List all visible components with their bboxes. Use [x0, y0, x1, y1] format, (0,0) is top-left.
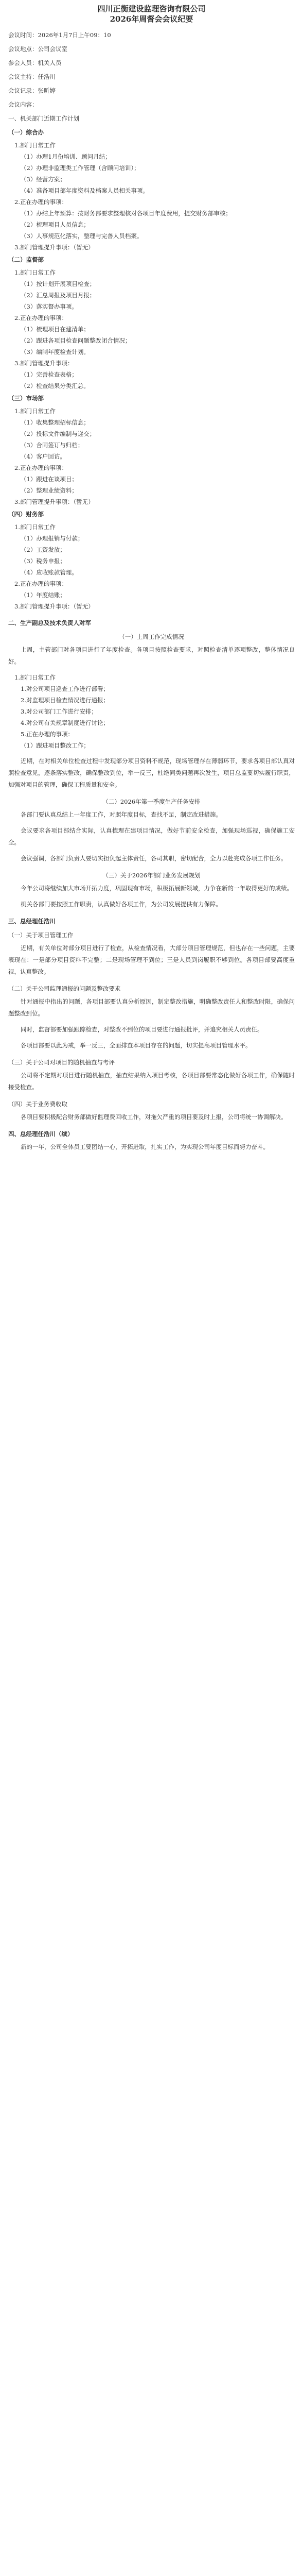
plan-item: （1）年度结账；	[21, 591, 66, 599]
meeting-time: 会议时间：2026年1月7日上午09：10	[8, 31, 111, 39]
department-heading: （三）市场部	[8, 395, 44, 402]
subsection-heading: （四）关于业务费收取	[8, 1100, 67, 1108]
task-item: 2.对监理项目检查情况进行通报；	[21, 697, 109, 704]
paragraph: 各项目部要以此为戒，举一反三，全面排查本项目存在的问题，切实提高项目管理水平。	[21, 1042, 252, 1049]
subsection-heading: （三）关于2026年部门业务发展规划	[102, 872, 201, 879]
meeting-attendees: 参会人员：机关人员	[8, 59, 62, 66]
plan-item: 2.正在办理的事项：	[14, 580, 67, 587]
plan-item: 1.部门日常工作	[14, 269, 56, 276]
plan-item: （3）编制年度检查计划。	[21, 348, 90, 355]
task-item: 1.对公司项目巡查工作进行部署；	[21, 685, 109, 692]
plan-item: （1）办理1月份培训、顾问月结；	[21, 153, 111, 160]
paragraph: 会议强调，各部门负责人要切实担负起主体责任，各司其职，密切配合，全力以赴完成各项工作任务。	[21, 855, 287, 862]
plan-item: （1）梳理项目在建清单；	[21, 326, 90, 333]
plan-item: （2）跟进各项目检查问题整改闭合情况；	[21, 337, 131, 344]
meeting-meta	[8, 28, 295, 112]
plan-item: （1）按计划开展项目检查；	[21, 280, 96, 287]
meeting-place: 会议地点：公司会议室	[8, 45, 67, 53]
subsection-heading: （二）2026年第一季度生产任务安排	[102, 798, 201, 805]
plan-item: 3.部门管理提升事项：（暂无）	[14, 498, 94, 505]
plan-item: （2）工资发放；	[21, 546, 66, 553]
department-heading: （四）财务部	[8, 511, 44, 518]
plan-item: （1）办结上年预算：按财务部要求整理核对各项目年度费用，提交财务部审核；	[21, 210, 231, 217]
paragraph: 近期，有关单位对部分项目进行了检查，从检查情况看，大部分项目管理规范，但也存在一些问题，主要表现在：一是部分项目资料不完整；二是现场管理不到位；三是人员到岗履职不够到位。各项目部要高度重视，认真整改。	[8, 944, 295, 975]
section-heading-3: 三、总经理任浩川	[8, 918, 56, 925]
department-heading: （二）监督部	[8, 256, 44, 263]
plan-item: （3）合同签订与归档；	[21, 442, 84, 449]
company-name: 四川正衡建设监理咨询有限公司	[97, 4, 206, 13]
paragraph: 公司将不定期对项目进行随机抽查，抽查结果纳入项目考核，各项目部要常态化做好各项工作，确保随时接受检查。	[8, 1072, 295, 1091]
department-plans	[8, 126, 295, 612]
task-item: 4.对公司有关规章制度进行讨论；	[21, 719, 109, 726]
paragraph: 今年公司将继续加大市场开拓力度，巩固现有市场，积极拓展新领域，力争在新的一年取得更好的成绩。	[21, 885, 293, 892]
subsection-heading: （一）上周工作完成情况	[119, 633, 184, 640]
meeting-host: 会议主持：任浩川	[8, 73, 56, 80]
task-item: 3.对公司部门工作进行安排；	[21, 708, 97, 715]
plan-item: （2）检查结果分类汇总。	[21, 382, 90, 389]
meeting-recorder: 会议记录：张昕婷	[8, 87, 56, 94]
paragraph: 近期，在对相关单位检查过程中发现部分项目资料不规范，现场管理存在薄弱环节，要求各项目部认真对照检查意见，逐条落实整改，确保整改到位，举一反三，杜绝同类问题再次发生，项目总监要切实履行职责，加强对项目的管理，确保工程质量和安全。	[8, 757, 295, 788]
plan-item: 3.部门管理提升事项：	[14, 360, 74, 367]
plan-item: （2）办理非监理类工作管理（含顾问培训）；	[21, 164, 140, 172]
task-item: （1）跟进项目整改工作；	[21, 742, 90, 749]
list-title: 1.部门日常工作	[14, 674, 56, 681]
plan-item: 3.部门管理提升事项：（暂无）	[14, 244, 94, 251]
paragraph: 上周，主管部门对各项目进行了年度检查。各项目按照检查要求，对照检查清单逐项整改，整体情况良好。	[8, 646, 295, 665]
department-heading: （一）综合办	[8, 129, 44, 136]
plan-item: （2）汇总周报及项目月报；	[21, 292, 96, 299]
subsection-heading: （一）关于项目管理工作	[8, 931, 74, 939]
section-heading-2: 二、生产副总及技术负责人对军	[8, 619, 91, 626]
plan-item: 2.正在办理的事项：	[14, 198, 67, 206]
plan-item: （4）客户回访。	[21, 453, 66, 460]
plan-item: （3）落实督办事项。	[21, 303, 78, 310]
plan-item: 1.部门日常工作	[14, 523, 56, 531]
plan-item: （2）投标文件编制与递交；	[21, 430, 96, 437]
plan-item: （3）经营方案；	[21, 176, 66, 183]
plan-item: （2）梳理项目人员信息；	[21, 221, 90, 228]
plan-item: （1）办理报销与付款；	[21, 535, 84, 542]
plan-item: 2.正在办理的事项：	[14, 314, 67, 321]
plan-item: （2）整理业绩资料；	[21, 487, 78, 494]
plan-item: 1.部门日常工作	[14, 408, 56, 415]
task-list	[8, 683, 295, 751]
plan-item: 2.正在办理的事项：	[14, 464, 67, 471]
plan-item: 3.部门管理提升事项：（暂无）	[14, 603, 94, 610]
plan-item: 1.部门日常工作	[14, 142, 56, 149]
meeting-content-label: 会议内容：	[8, 101, 38, 108]
paragraph: 机关各部门要按照工作职责，认真做好各项工作，为公司发展提供有力保障。	[21, 901, 222, 908]
plan-item: （3）税务申报；	[21, 557, 66, 565]
plan-item: （4）应收账款管理。	[21, 569, 78, 576]
section-heading-1: 一、机关部门近期工作计划	[8, 115, 79, 122]
document-title: 2026年周督会会议纪要	[110, 14, 193, 24]
paragraph: 针对通报中指出的问题，各项目部要认真分析原因，制定整改措施，明确整改责任人和整改时限，确保问题整改到位。	[8, 998, 295, 1017]
paragraph: 新的一年，公司全体员工要团结一心，开拓进取，扎实工作，为实现公司年度目标而努力奋斗。	[21, 1143, 269, 1150]
subsection-heading: （二）关于公司监理通报的问题及整改要求	[8, 985, 121, 992]
paragraph: 同时，监督部要加强跟踪检查，对整改不到位的项目要进行通报批评，并追究相关人员责任。	[21, 1026, 263, 1033]
section-heading-4: 四、总经理任浩川（续）	[8, 1130, 74, 1138]
paragraph: 各项目要积极配合财务部做好监理费回收工作，对拖欠严重的项目要及时上报，公司将统一协调解决。	[21, 1113, 287, 1121]
plan-item: （1）完善检查表格；	[21, 371, 78, 378]
paragraph: 各部门要认真总结上一年度工作，对照年度目标，查找不足，制定改进措施。	[21, 811, 222, 818]
plan-item: （4）准备项目部年度资料及档案人员相关事项。	[21, 187, 149, 194]
subsection-heading: （三）关于公司对项目的随机抽查与考评	[8, 1059, 115, 1066]
task-item: 5.正在办理的事项：	[21, 731, 74, 738]
plan-item: （1）跟进在谈项目；	[21, 476, 78, 483]
plan-item: （1）收集整理招标信息；	[21, 419, 90, 426]
plan-item: （3）人事规范化落实，整理与完善人员档案。	[21, 232, 143, 240]
paragraph: 会议要求各项目部结合实际，认真梳理在建项目情况，做好节前安全检查，加强现场巡视，确保施工安全。	[8, 827, 295, 846]
